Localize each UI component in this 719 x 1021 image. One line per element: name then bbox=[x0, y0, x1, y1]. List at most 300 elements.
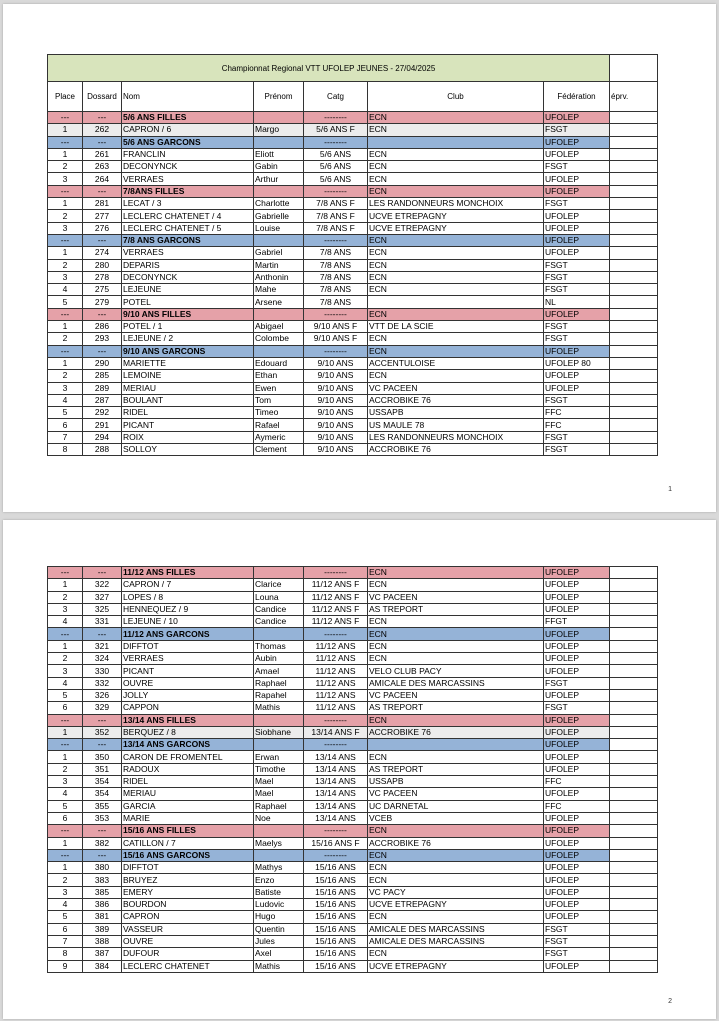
catg-cell: 13/14 ANS bbox=[304, 800, 368, 812]
club-cell: ECN bbox=[368, 259, 544, 271]
place-cell: 1 bbox=[48, 124, 83, 136]
club-cell: ECN bbox=[368, 333, 544, 345]
place-cell: 6 bbox=[48, 812, 83, 824]
federation-cell: UFOLEP bbox=[544, 862, 610, 874]
club-cell: ECN bbox=[368, 173, 544, 185]
dossard-cell: 288 bbox=[83, 444, 122, 456]
catg-cell: -------- bbox=[304, 714, 368, 726]
club-cell: ECN bbox=[368, 161, 544, 173]
federation-cell: FFC bbox=[544, 407, 610, 419]
federation-cell: UFOLEP bbox=[544, 173, 610, 185]
nom-cell: SOLLOY bbox=[122, 444, 254, 456]
catg-cell: 11/12 ANS bbox=[304, 689, 368, 701]
prenom-cell: Rapahel bbox=[254, 689, 304, 701]
header-nom: Nom bbox=[122, 82, 254, 112]
prenom-cell: Amael bbox=[254, 665, 304, 677]
prenom-cell bbox=[254, 136, 304, 148]
prenom-cell: Louise bbox=[254, 222, 304, 234]
dossard-cell: --- bbox=[83, 308, 122, 320]
place-cell: 2 bbox=[48, 259, 83, 271]
place-cell: 2 bbox=[48, 370, 83, 382]
federation-cell: UFOLEP bbox=[544, 567, 610, 579]
catg-cell: 7/8 ANS F bbox=[304, 198, 368, 210]
nom-cell: MARIETTE bbox=[122, 357, 254, 369]
eprv-cell bbox=[610, 321, 658, 333]
table-row bbox=[48, 444, 658, 456]
prenom-cell: Mahe bbox=[254, 284, 304, 296]
nom-cell: LECLERC CHATENET / 4 bbox=[122, 210, 254, 222]
dossard-cell: 279 bbox=[83, 296, 122, 308]
club-cell: ECN bbox=[368, 345, 544, 357]
dossard-cell: 262 bbox=[83, 124, 122, 136]
prenom-cell: Batiste bbox=[254, 886, 304, 898]
nom-cell: LECLERC CHATENET bbox=[122, 960, 254, 972]
federation-cell: UFOLEP bbox=[544, 763, 610, 775]
header-eprv: éprv. bbox=[610, 82, 658, 112]
place-cell: 1 bbox=[48, 640, 83, 652]
prenom-cell: Arsene bbox=[254, 296, 304, 308]
federation-cell: FSGT bbox=[544, 198, 610, 210]
header-prenom: Prénom bbox=[254, 82, 304, 112]
federation-cell: FSGT bbox=[544, 333, 610, 345]
dossard-cell: --- bbox=[83, 234, 122, 246]
table-row bbox=[48, 357, 658, 369]
document-page-2 bbox=[3, 520, 716, 1019]
federation-cell: FFC bbox=[544, 419, 610, 431]
nom-cell: HENNEQUEZ / 9 bbox=[122, 603, 254, 615]
nom-cell: DECONYNCK bbox=[122, 271, 254, 283]
place-cell: --- bbox=[48, 849, 83, 861]
eprv-cell bbox=[610, 136, 658, 148]
dossard-cell: --- bbox=[83, 567, 122, 579]
table-title: Championnat Regional VTT UFOLEP JEUNES - 27/04/2025 bbox=[48, 55, 610, 82]
prenom-cell: Gabrielle bbox=[254, 210, 304, 222]
prenom-cell: Siobhane bbox=[254, 726, 304, 738]
federation-cell: UFOLEP bbox=[544, 689, 610, 701]
federation-cell: FSGT bbox=[544, 935, 610, 947]
dossard-cell: 385 bbox=[83, 886, 122, 898]
dossard-cell: 263 bbox=[83, 161, 122, 173]
table-row bbox=[48, 210, 658, 222]
eprv-cell bbox=[610, 726, 658, 738]
eprv-cell bbox=[610, 677, 658, 689]
federation-cell: UFOLEP bbox=[544, 788, 610, 800]
federation-cell: UFOLEP bbox=[544, 739, 610, 751]
club-cell: UC DARNETAL bbox=[368, 800, 544, 812]
nom-cell: PICANT bbox=[122, 665, 254, 677]
dossard-cell: 326 bbox=[83, 689, 122, 701]
place-cell: 5 bbox=[48, 689, 83, 701]
place-cell: 4 bbox=[48, 788, 83, 800]
eprv-cell bbox=[610, 689, 658, 701]
federation-cell: UFOLEP bbox=[544, 653, 610, 665]
eprv-cell bbox=[610, 271, 658, 283]
place-cell: 1 bbox=[48, 726, 83, 738]
eprv-cell bbox=[610, 862, 658, 874]
club-cell: VC PACEEN bbox=[368, 689, 544, 701]
catg-cell: 13/14 ANS bbox=[304, 751, 368, 763]
dossard-cell: 287 bbox=[83, 394, 122, 406]
place-cell: 2 bbox=[48, 161, 83, 173]
eprv-cell bbox=[610, 124, 658, 136]
club-cell: US MAULE 78 bbox=[368, 419, 544, 431]
federation-cell: FSGT bbox=[544, 702, 610, 714]
federation-cell: FSGT bbox=[544, 948, 610, 960]
catg-cell: -------- bbox=[304, 739, 368, 751]
federation-cell: UFOLEP 80 bbox=[544, 357, 610, 369]
place-cell: 1 bbox=[48, 148, 83, 160]
table-row bbox=[48, 960, 658, 972]
nom-cell: LEJEUNE / 2 bbox=[122, 333, 254, 345]
place-cell: 8 bbox=[48, 948, 83, 960]
prenom-cell: Raphael bbox=[254, 677, 304, 689]
table-row bbox=[48, 935, 658, 947]
place-cell: 1 bbox=[48, 321, 83, 333]
federation-cell: UFOLEP bbox=[544, 382, 610, 394]
place-cell: --- bbox=[48, 825, 83, 837]
catg-cell: -------- bbox=[304, 136, 368, 148]
nom-cell: FRANCLIN bbox=[122, 148, 254, 160]
catg-cell: 9/10 ANS F bbox=[304, 333, 368, 345]
eprv-cell bbox=[610, 247, 658, 259]
dossard-cell: 285 bbox=[83, 370, 122, 382]
club-cell: ECN bbox=[368, 640, 544, 652]
table-row bbox=[48, 653, 658, 665]
prenom-cell: Martin bbox=[254, 259, 304, 271]
eprv-cell bbox=[610, 112, 658, 124]
prenom-cell bbox=[254, 628, 304, 640]
table-row bbox=[48, 862, 658, 874]
nom-cell: 7/8 ANS GARCONS bbox=[122, 234, 254, 246]
federation-cell: UFOLEP bbox=[544, 136, 610, 148]
prenom-cell bbox=[254, 849, 304, 861]
eprv-cell bbox=[610, 960, 658, 972]
table-row bbox=[48, 591, 658, 603]
prenom-cell: Mathis bbox=[254, 960, 304, 972]
results-table-page-2 bbox=[47, 566, 658, 973]
place-cell: 2 bbox=[48, 210, 83, 222]
prenom-cell bbox=[254, 234, 304, 246]
prenom-cell: Anthonin bbox=[254, 271, 304, 283]
nom-cell: DIFFTOT bbox=[122, 640, 254, 652]
dossard-cell: 264 bbox=[83, 173, 122, 185]
catg-cell: 11/12 ANS bbox=[304, 640, 368, 652]
eprv-cell bbox=[610, 173, 658, 185]
catg-cell: 9/10 ANS bbox=[304, 382, 368, 394]
place-cell: 2 bbox=[48, 763, 83, 775]
club-cell: ACCENTULOISE bbox=[368, 357, 544, 369]
table-row bbox=[48, 382, 658, 394]
catg-cell: -------- bbox=[304, 112, 368, 124]
table-row bbox=[48, 763, 658, 775]
club-cell: ECN bbox=[368, 751, 544, 763]
federation-cell: NL bbox=[544, 296, 610, 308]
document-page-1 bbox=[3, 4, 716, 512]
prenom-cell: Abigael bbox=[254, 321, 304, 333]
dossard-cell: 294 bbox=[83, 431, 122, 443]
prenom-cell bbox=[254, 825, 304, 837]
federation-cell: UFOLEP bbox=[544, 665, 610, 677]
club-cell: VC PACEEN bbox=[368, 591, 544, 603]
place-cell: --- bbox=[48, 628, 83, 640]
place-cell: 3 bbox=[48, 173, 83, 185]
nom-cell: VERRAES bbox=[122, 247, 254, 259]
federation-cell: UFOLEP bbox=[544, 308, 610, 320]
club-cell: ECN bbox=[368, 308, 544, 320]
place-cell: --- bbox=[48, 112, 83, 124]
federation-cell: FSGT bbox=[544, 259, 610, 271]
nom-cell: GARCIA bbox=[122, 800, 254, 812]
eprv-cell bbox=[610, 185, 658, 197]
eprv-cell bbox=[610, 148, 658, 160]
eprv-cell bbox=[610, 849, 658, 861]
nom-cell: CAPRON / 7 bbox=[122, 579, 254, 591]
place-cell: 6 bbox=[48, 702, 83, 714]
eprv-cell bbox=[610, 653, 658, 665]
club-cell: ECN bbox=[368, 247, 544, 259]
place-cell: 5 bbox=[48, 911, 83, 923]
nom-cell: MARIE bbox=[122, 812, 254, 824]
eprv-cell bbox=[610, 161, 658, 173]
club-cell: ACCROBIKE 76 bbox=[368, 726, 544, 738]
prenom-cell: Enzo bbox=[254, 874, 304, 886]
table-row bbox=[48, 173, 658, 185]
catg-cell: 7/8 ANS F bbox=[304, 222, 368, 234]
club-cell: ACCROBIKE 76 bbox=[368, 444, 544, 456]
eprv-cell bbox=[610, 234, 658, 246]
nom-cell: DECONYNCK bbox=[122, 161, 254, 173]
catg-cell: 15/16 ANS bbox=[304, 948, 368, 960]
nom-cell: 11/12 ANS GARCONS bbox=[122, 628, 254, 640]
place-cell: 7 bbox=[48, 431, 83, 443]
page-number: 1 bbox=[668, 486, 672, 493]
nom-cell: LEJEUNE / 10 bbox=[122, 616, 254, 628]
page-number: 2 bbox=[668, 998, 672, 1005]
federation-cell: UFOLEP bbox=[544, 849, 610, 861]
federation-cell: FFC bbox=[544, 776, 610, 788]
catg-cell: 15/16 ANS F bbox=[304, 837, 368, 849]
catg-cell: 15/16 ANS bbox=[304, 911, 368, 923]
catg-cell: 11/12 ANS F bbox=[304, 616, 368, 628]
header-club: Club bbox=[368, 82, 544, 112]
federation-cell: UFOLEP bbox=[544, 247, 610, 259]
catg-cell: 9/10 ANS bbox=[304, 444, 368, 456]
eprv-cell bbox=[610, 665, 658, 677]
dossard-cell: 386 bbox=[83, 899, 122, 911]
federation-cell: FSGT bbox=[544, 124, 610, 136]
place-cell: 1 bbox=[48, 579, 83, 591]
place-cell: 1 bbox=[48, 837, 83, 849]
dossard-cell: 350 bbox=[83, 751, 122, 763]
club-cell: USSAPB bbox=[368, 407, 544, 419]
table-row bbox=[48, 788, 658, 800]
club-cell: ECN bbox=[368, 567, 544, 579]
federation-cell: FSGT bbox=[544, 444, 610, 456]
table-row bbox=[48, 665, 658, 677]
federation-cell: UFOLEP bbox=[544, 222, 610, 234]
category-header-row bbox=[48, 136, 658, 148]
category-header-row bbox=[48, 567, 658, 579]
nom-cell: CAPRON bbox=[122, 911, 254, 923]
place-cell: --- bbox=[48, 567, 83, 579]
place-cell: 9 bbox=[48, 960, 83, 972]
category-header-row bbox=[48, 849, 658, 861]
place-cell: 2 bbox=[48, 333, 83, 345]
dossard-cell: 321 bbox=[83, 640, 122, 652]
federation-cell: UFOLEP bbox=[544, 751, 610, 763]
place-cell: --- bbox=[48, 739, 83, 751]
nom-cell: RIDEL bbox=[122, 407, 254, 419]
dossard-cell: 381 bbox=[83, 911, 122, 923]
club-cell: ECN bbox=[368, 911, 544, 923]
catg-cell: 7/8 ANS bbox=[304, 296, 368, 308]
table-row bbox=[48, 321, 658, 333]
prenom-cell: Edouard bbox=[254, 357, 304, 369]
club-cell: AS TREPORT bbox=[368, 603, 544, 615]
club-cell: ECN bbox=[368, 653, 544, 665]
dossard-cell: 286 bbox=[83, 321, 122, 333]
place-cell: 4 bbox=[48, 284, 83, 296]
eprv-cell bbox=[610, 788, 658, 800]
club-cell: ECN bbox=[368, 124, 544, 136]
category-header-row bbox=[48, 185, 658, 197]
catg-cell: -------- bbox=[304, 234, 368, 246]
nom-cell: DIFFTOT bbox=[122, 862, 254, 874]
dossard-cell: 281 bbox=[83, 198, 122, 210]
eprv-cell bbox=[610, 739, 658, 751]
club-cell: AMICALE DES MARCASSINS bbox=[368, 923, 544, 935]
place-cell: 5 bbox=[48, 800, 83, 812]
catg-cell: 7/8 ANS F bbox=[304, 210, 368, 222]
dossard-cell: 274 bbox=[83, 247, 122, 259]
club-cell: ECN bbox=[368, 862, 544, 874]
dossard-cell: --- bbox=[83, 825, 122, 837]
table-row bbox=[48, 124, 658, 136]
dossard-cell: 329 bbox=[83, 702, 122, 714]
nom-cell: POTEL / 1 bbox=[122, 321, 254, 333]
table-row bbox=[48, 247, 658, 259]
category-header-row bbox=[48, 739, 658, 751]
category-header-row bbox=[48, 628, 658, 640]
eprv-cell bbox=[610, 308, 658, 320]
table-row bbox=[48, 370, 658, 382]
nom-cell: LEMOINE bbox=[122, 370, 254, 382]
dossard-cell: 382 bbox=[83, 837, 122, 849]
club-cell: ECN bbox=[368, 948, 544, 960]
header-dossard: Dossard bbox=[83, 82, 122, 112]
eprv-cell bbox=[610, 886, 658, 898]
dossard-cell: 324 bbox=[83, 653, 122, 665]
catg-cell: 13/14 ANS bbox=[304, 812, 368, 824]
eprv-cell bbox=[610, 345, 658, 357]
table-row bbox=[48, 148, 658, 160]
nom-cell: BOULANT bbox=[122, 394, 254, 406]
table-row bbox=[48, 222, 658, 234]
nom-cell: CARON DE FROMENTEL bbox=[122, 751, 254, 763]
nom-cell: DEPARIS bbox=[122, 259, 254, 271]
federation-cell: UFOLEP bbox=[544, 603, 610, 615]
club-cell: ACCROBIKE 76 bbox=[368, 837, 544, 849]
dossard-cell: 289 bbox=[83, 382, 122, 394]
table-row bbox=[48, 800, 658, 812]
club-cell: ECN bbox=[368, 148, 544, 160]
club-cell: AS TREPORT bbox=[368, 702, 544, 714]
catg-cell: -------- bbox=[304, 628, 368, 640]
catg-cell: 9/10 ANS bbox=[304, 407, 368, 419]
federation-cell: UFOLEP bbox=[544, 640, 610, 652]
catg-cell: 11/12 ANS F bbox=[304, 591, 368, 603]
nom-cell: 15/16 ANS FILLES bbox=[122, 825, 254, 837]
place-cell: 3 bbox=[48, 271, 83, 283]
club-cell: ECN bbox=[368, 271, 544, 283]
place-cell: 6 bbox=[48, 923, 83, 935]
nom-cell: 15/16 ANS GARCONS bbox=[122, 849, 254, 861]
place-cell: 4 bbox=[48, 677, 83, 689]
dossard-cell: 330 bbox=[83, 665, 122, 677]
place-cell: --- bbox=[48, 714, 83, 726]
prenom-cell: Timeo bbox=[254, 407, 304, 419]
prenom-cell: Tom bbox=[254, 394, 304, 406]
nom-cell: 13/14 ANS FILLES bbox=[122, 714, 254, 726]
prenom-cell: Candice bbox=[254, 616, 304, 628]
eprv-cell bbox=[610, 284, 658, 296]
federation-cell: UFOLEP bbox=[544, 726, 610, 738]
prenom-cell bbox=[254, 714, 304, 726]
prenom-cell: Noe bbox=[254, 812, 304, 824]
federation-cell: FSGT bbox=[544, 394, 610, 406]
catg-cell: 5/6 ANS bbox=[304, 161, 368, 173]
dossard-cell: --- bbox=[83, 136, 122, 148]
prenom-cell: Gabriel bbox=[254, 247, 304, 259]
federation-cell: UFOLEP bbox=[544, 345, 610, 357]
nom-cell: RADOUX bbox=[122, 763, 254, 775]
prenom-cell: Charlotte bbox=[254, 198, 304, 210]
nom-cell: MERIAU bbox=[122, 382, 254, 394]
federation-cell: UFOLEP bbox=[544, 591, 610, 603]
federation-cell: FSGT bbox=[544, 271, 610, 283]
dossard-cell: 352 bbox=[83, 726, 122, 738]
eprv-cell bbox=[610, 923, 658, 935]
eprv-cell bbox=[610, 800, 658, 812]
eprv-cell bbox=[610, 751, 658, 763]
federation-cell: UFOLEP bbox=[544, 628, 610, 640]
catg-cell: 15/16 ANS bbox=[304, 899, 368, 911]
prenom-cell: Colombe bbox=[254, 333, 304, 345]
club-cell: UCVE ETREPAGNY bbox=[368, 222, 544, 234]
table-row bbox=[48, 603, 658, 615]
eprv-cell bbox=[610, 579, 658, 591]
table-row bbox=[48, 161, 658, 173]
nom-cell: OUVRE bbox=[122, 935, 254, 947]
nom-cell: 7/8ANS FILLES bbox=[122, 185, 254, 197]
place-cell: 3 bbox=[48, 222, 83, 234]
nom-cell: DUFOUR bbox=[122, 948, 254, 960]
club-cell: VELO CLUB PACY bbox=[368, 665, 544, 677]
eprv-cell bbox=[610, 444, 658, 456]
dossard-cell: --- bbox=[83, 185, 122, 197]
prenom-cell: Mael bbox=[254, 788, 304, 800]
federation-cell: UFOLEP bbox=[544, 714, 610, 726]
catg-cell: 11/12 ANS bbox=[304, 677, 368, 689]
dossard-cell: 351 bbox=[83, 763, 122, 775]
dossard-cell: 355 bbox=[83, 800, 122, 812]
eprv-cell bbox=[610, 333, 658, 345]
nom-cell: 9/10 ANS FILLES bbox=[122, 308, 254, 320]
club-cell bbox=[368, 739, 544, 751]
place-cell: 8 bbox=[48, 444, 83, 456]
prenom-cell: Timothe bbox=[254, 763, 304, 775]
club-cell: ECN bbox=[368, 234, 544, 246]
